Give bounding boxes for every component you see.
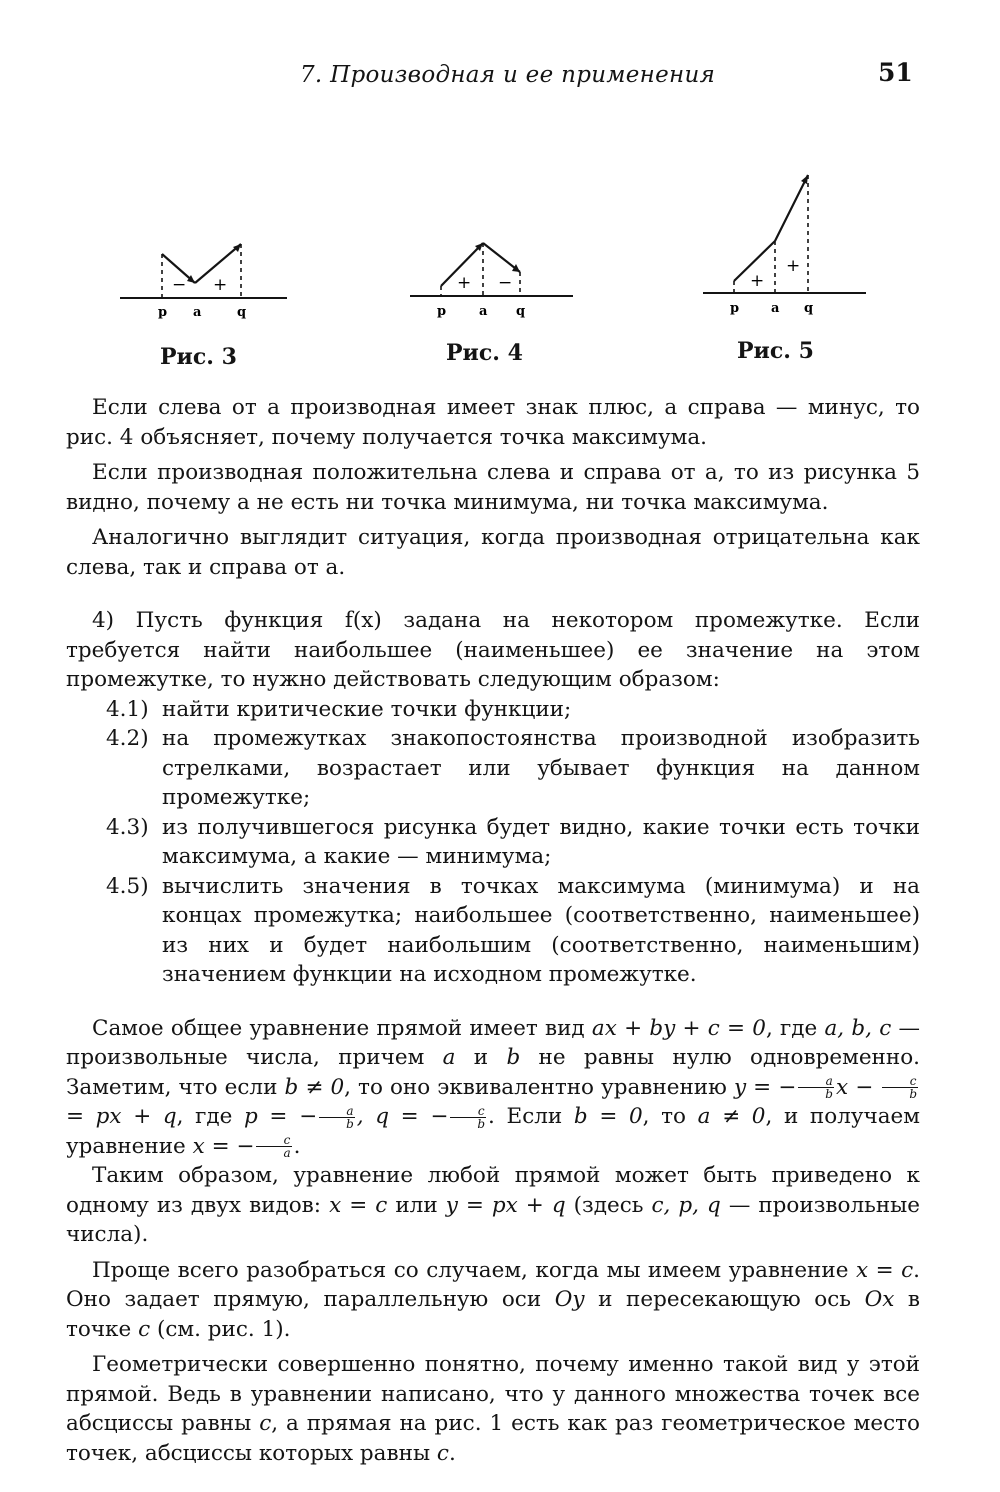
paragraph-1: Если слева от a производная имеет знак плюс, а справа — минус, то рис. 4 объясняет, почему получается точка максимума.: [66, 395, 920, 450]
figure-4-caption: Рис. 4: [446, 340, 523, 366]
tick-label-p: p: [730, 301, 740, 316]
paragraph-4: 4) Пусть функция f(x) задана на некотором промежутке. Если требуется найти наибольшее (наименьшее) ее значение на этом промежутке, то нужно действовать следующим образом:: [66, 608, 920, 692]
list-item-number: 4.2): [106, 726, 149, 751]
figure-5-caption: Рис. 5: [737, 338, 814, 364]
body-text: [66, 393, 920, 1468]
sign-left: −: [172, 275, 187, 295]
figure-3: [115, 230, 295, 330]
paragraph-5: Самое общее уравнение прямой имеет вид ax + by + c = 0, где a, b, c — произвольные числа, причем a и b не равны нулю одновременно. Заметим, что если b ≠ 0, то оно эквивалентно уравнению y = − $\frac{a}{b}$ x − $\frac{c}{b}$ = px + q, где p = − $\frac{a}{b}$ , q = − $\frac{c}{b}$ . Если b = 0, то a ≠ 0, и получаем уравнение x = − $\frac{c}{a}$ .: [66, 1015, 920, 1160]
tick-label-q: q: [516, 304, 526, 319]
tick-label-q: q: [804, 301, 814, 316]
fraction: $\frac{c}{b}$: [882, 1075, 918, 1100]
paragraph-2: Если производная положительна слева и справа от a, то из рисунка 5 видно, почему a не есть ни точка минимума, ни точка максимума.: [66, 460, 920, 515]
list-item: [66, 695, 920, 725]
paragraph-8: Геометрически совершенно понятно, почему именно такой вид у этой прямой. Ведь в уравнении написано, что у данного множества точек все абсциссы равны c, а прямая на рис. 1 есть как раз геометрическое место точек, абсциссы которых равны c.: [66, 1352, 920, 1466]
fraction: $\frac{c}{a}$: [256, 1134, 291, 1159]
fraction: $\frac{c}{b}$: [450, 1105, 486, 1130]
page-header: [0, 58, 1000, 98]
paragraph-7: Проще всего разобраться со случаем, когда мы имеем уравнение x = c. Оно задает прямую, параллельную оси Oy и пересекающую ось Ox в точке c (см. рис. 1).: [66, 1257, 921, 1342]
list-item-number: 4.3): [106, 814, 149, 840]
arrow-increasing-right: [775, 175, 808, 241]
sign-right: −: [498, 273, 513, 293]
list-item-text: на промежутках знакопостоянства производной изобразить стрелками, возрастает или убывает функция на данном промежутке;: [162, 726, 920, 810]
figure-4-diagram: [405, 230, 585, 330]
figure-5: [700, 165, 880, 325]
tick-label-a: a: [479, 304, 488, 319]
figure-4: [405, 230, 585, 330]
paragraph-3: Аналогично выглядит ситуация, когда производная отрицательна как слева, так и справа от a.: [66, 525, 920, 580]
list-item-text: из получившегося рисунка будет видно, какие точки есть точки максимума, а какие — минимума;: [162, 814, 920, 869]
tick-label-q: q: [237, 305, 247, 320]
tick-label-p: p: [158, 305, 168, 320]
fraction: $\frac{a}{b}$: [319, 1105, 355, 1130]
tick-label-a: a: [771, 301, 780, 316]
list-item-number: 4.5): [106, 873, 149, 899]
sign-left: +: [457, 273, 472, 293]
running-title: 7. Производная и ее применения: [300, 62, 716, 88]
sign-right: +: [786, 256, 801, 276]
list-item-number: 4.1): [106, 696, 149, 722]
list-item: [66, 813, 920, 872]
tick-label-a: a: [193, 305, 202, 320]
figure-3-caption: Рис. 3: [160, 344, 237, 370]
paragraph-6: Таким образом, уравнение любой прямой может быть приведено к одному из двух видов: x = c или y = px + q (здесь c, p, q — произвольные числа).: [66, 1163, 921, 1247]
tick-label-p: p: [437, 304, 447, 319]
steps-list: [66, 695, 920, 990]
list-item-text: вычислить значения в точках максимума (минимума) и на концах промежутка; наибольшее (соответственно, наименьшее) из них и будет наибольшим (соответственно, наименьшим) значением функции на исходном промежутке.: [162, 873, 920, 987]
sign-right: +: [213, 275, 228, 295]
list-item: [66, 872, 920, 990]
arrowhead: [801, 175, 808, 184]
figure-5-diagram: [700, 165, 880, 325]
page-number: 51: [878, 58, 913, 87]
equation: ax + by + c = 0: [591, 1015, 766, 1041]
fraction: $\frac{a}{b}$: [798, 1075, 834, 1100]
list-item-text: найти критические точки функции;: [162, 696, 572, 722]
figure-3-diagram: [115, 230, 295, 330]
list-item: [66, 724, 920, 813]
sign-left: +: [750, 271, 765, 291]
